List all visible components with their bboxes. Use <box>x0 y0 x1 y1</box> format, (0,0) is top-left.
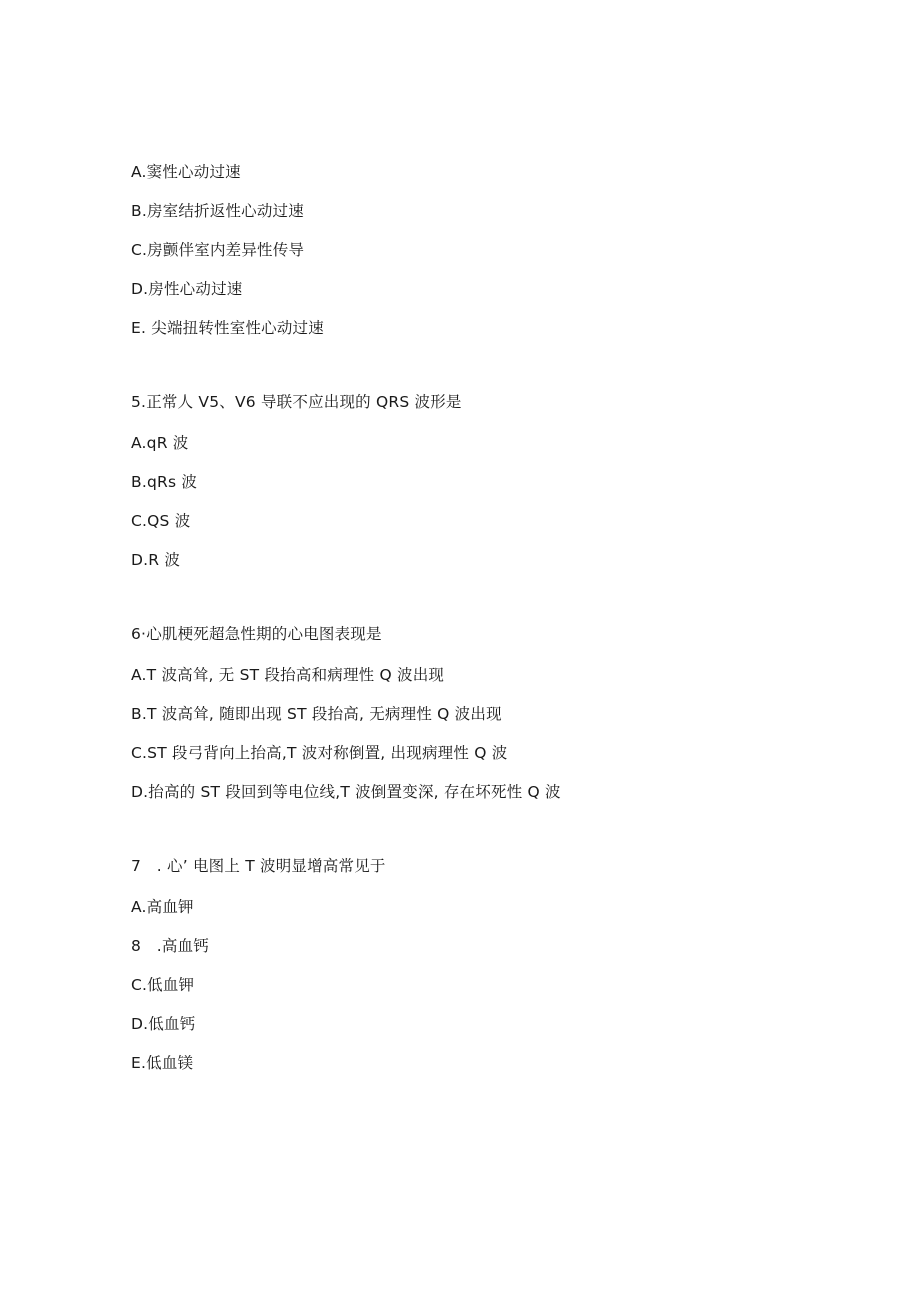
q5-option-d: D.R 波 <box>131 551 181 569</box>
q5-stem: 5.正常人 V5、V6 导联不应出现的 QRS 波形是 <box>131 393 462 411</box>
q7-stem: 7 . 心’ 电图上 T 波明显增高常见于 <box>131 857 386 875</box>
q4-option-a: A.窦性心动过速 <box>131 163 241 181</box>
q5-option-c: C.QS 波 <box>131 512 191 530</box>
q4-option-d: D.房性心动过速 <box>131 280 243 298</box>
q7-option-a: A.高血钾 <box>131 898 194 916</box>
q4-option-e: E. 尖端扭转性室性心动过速 <box>131 319 324 337</box>
q7-option-c: C.低血钾 <box>131 976 195 994</box>
q6-option-b: B.T 波高耸, 随即出现 ST 段抬高, 无病理性 Q 波出现 <box>131 705 502 723</box>
q7-option-e: E.低血镁 <box>131 1054 194 1072</box>
q4-option-b: B.房室结折返性心动过速 <box>131 202 304 220</box>
q4-option-c: C.房颤伴室内差异性传导 <box>131 241 305 259</box>
q6-stem: 6·心肌梗死超急性期的心电图表现是 <box>131 625 382 643</box>
q5-option-a: A.qR 波 <box>131 434 189 452</box>
q7-option-d: D.低血钙 <box>131 1015 196 1033</box>
q6-option-c: C.ST 段弓背向上抬高,T 波对称倒置, 出现病理性 Q 波 <box>131 744 508 762</box>
q6-option-a: A.T 波高耸, 无 ST 段抬高和病理性 Q 波出现 <box>131 666 445 684</box>
q6-option-d: D.抬高的 ST 段回到等电位线,T 波倒置变深, 存在坏死性 Q 波 <box>131 783 561 801</box>
q5-option-b: B.qRs 波 <box>131 473 198 491</box>
q7-option-b: 8 .高血钙 <box>131 937 209 955</box>
